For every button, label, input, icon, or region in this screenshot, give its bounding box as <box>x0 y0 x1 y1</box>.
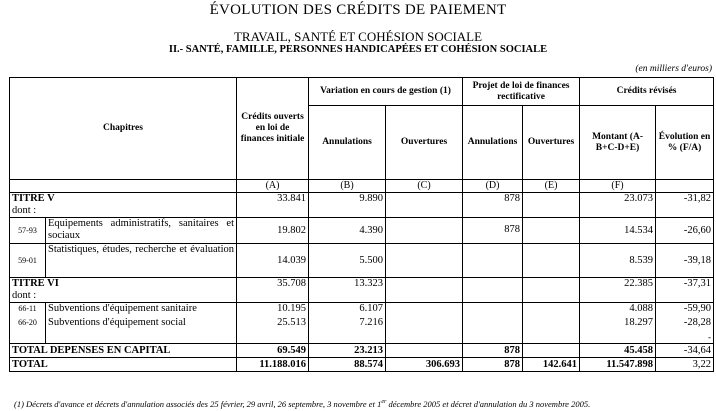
table-row <box>10 205 714 218</box>
cell-a: 25.513 <box>237 317 309 331</box>
cell-f: 11.547.898 <box>580 357 656 371</box>
cell-c <box>386 193 463 206</box>
cell-b: 13.323 <box>309 278 386 291</box>
letter-g <box>656 180 714 193</box>
col-annulations: Annulations <box>309 106 386 180</box>
footnote <box>14 399 590 409</box>
cell-d: 878 <box>463 343 523 357</box>
chapter-code: 59-01 <box>10 244 46 278</box>
table-row <box>10 290 714 303</box>
letter-empty <box>10 180 237 193</box>
row-label: TITRE V <box>10 193 237 206</box>
col-credits-ouverts: Crédits ouverts en loi de finances initiale <box>237 78 309 180</box>
letter-c: (C) <box>386 180 463 193</box>
dont-label: dont : <box>10 205 237 218</box>
cell-f: 4.088 <box>580 303 656 317</box>
cell-c <box>386 343 463 357</box>
cell-a: 14.039 <box>237 244 309 278</box>
cell-a: 33.841 <box>237 193 309 206</box>
cell-b: 4.390 <box>309 218 386 244</box>
table-row <box>10 357 714 371</box>
cell-f: 23.073 <box>580 193 656 206</box>
col-ouvertures-plfr: Ouvertures <box>523 106 580 180</box>
letter-f: (F) <box>580 180 656 193</box>
letter-b: (B) <box>309 180 386 193</box>
cell-b: 5.500 <box>309 244 386 278</box>
cell-a: 10.195 <box>237 303 309 317</box>
cell-g: -28,28 <box>656 317 714 331</box>
page-title: ÉVOLUTION DES CRÉDITS DE PAIEMENT <box>209 2 507 18</box>
cell-a: 69.549 <box>237 343 309 357</box>
footnote-text: (1) Décrets d'avance et décrets d'annulation associés des 25 février, 29 avril, 26 septembre, 3 novembre et 1 <box>14 399 382 409</box>
row-label: Equipements administratifs, sanitaires et sociaux <box>46 218 237 244</box>
col-montant: Montant (A-B+C-D+E) <box>580 106 656 180</box>
cell-g: -59,90 <box>656 303 714 317</box>
table-row <box>10 303 714 317</box>
cell-g: -39,18 <box>656 244 714 278</box>
row-label: Subventions d'équipement sanitaire <box>46 303 237 317</box>
table-row <box>10 317 714 331</box>
col-chapitres: Chapitres <box>10 78 237 180</box>
col-credits-revises: Crédits révisés <box>580 78 714 106</box>
cell-b: 7.216 <box>309 317 386 331</box>
cell-e <box>523 193 580 206</box>
row-label: TOTAL DEPENSES EN CAPITAL <box>10 343 237 357</box>
row-label: Statistiques, études, recherche et évaluation <box>46 244 237 278</box>
col-annulations-plfr: Annulations <box>463 106 523 180</box>
cell-a: 19.802 <box>237 218 309 244</box>
table-row <box>10 244 714 278</box>
row-label: TITRE VI <box>10 278 237 291</box>
cell-g: -26,60 <box>656 218 714 244</box>
letter-d: (D) <box>463 180 523 193</box>
table-row <box>10 331 714 344</box>
cell-b: 23.213 <box>309 343 386 357</box>
cell-e: 142.641 <box>523 357 580 371</box>
cell-f: 22.385 <box>580 278 656 291</box>
cell-g: 3,22 <box>656 357 714 371</box>
cell-b: 88.574 <box>309 357 386 371</box>
row-label: Subventions d'équipement social <box>46 317 237 331</box>
cell-g: -34,64 <box>656 343 714 357</box>
footnote-text-end: décembre 2005 et décret d'annulation du 3 novembre 2005. <box>386 399 591 409</box>
table-row <box>10 193 714 206</box>
col-variation: Variation en cours de gestion (1) <box>309 78 463 106</box>
cell-b: 6.107 <box>309 303 386 317</box>
col-ouvertures: Ouvertures <box>386 106 463 180</box>
cell-a: 35.708 <box>237 278 309 291</box>
cell-a: 11.188.016 <box>237 357 309 371</box>
cell-f: 8.539 <box>580 244 656 278</box>
table-row <box>10 343 714 357</box>
col-evolution: Évolution en % (F/A) <box>656 106 714 180</box>
cell-d: 878 <box>463 218 523 244</box>
dash-mark: - <box>656 331 714 344</box>
letter-e: (E) <box>523 180 580 193</box>
cell-g: -37,31 <box>656 278 714 291</box>
row-label: TOTAL <box>10 357 237 371</box>
page-subtitle: TRAVAIL, SANTÉ ET COHÉSION SOCIALE <box>233 29 483 44</box>
cell-g: -31,82 <box>656 193 714 206</box>
letter-a: (A) <box>237 180 309 193</box>
table-row <box>10 218 714 244</box>
cell-d: 878 <box>463 193 523 206</box>
cell-f: 18.297 <box>580 317 656 331</box>
chapter-code: 57-93 <box>10 218 46 244</box>
chapter-code: 66-11 <box>10 303 46 317</box>
credits-table <box>9 77 714 372</box>
chapter-code: 66-20 <box>10 317 46 331</box>
table-row <box>10 278 714 291</box>
col-projet: Projet de loi de finances rectificative <box>463 78 580 106</box>
dont-label: dont : <box>10 290 237 303</box>
cell-b: 9.890 <box>309 193 386 206</box>
cell-e <box>523 343 580 357</box>
unit-note: (en milliers d'euros) <box>635 64 712 74</box>
cell-f: 14.534 <box>580 218 656 244</box>
cell-f: 45.458 <box>580 343 656 357</box>
cell-d: 878 <box>463 357 523 371</box>
cell-c: 306.693 <box>386 357 463 371</box>
section-title: II.- SANTÉ, FAMILLE, PERSONNES HANDICAPÉES ET COHÉSION SOCIALE <box>168 44 548 55</box>
footnote-sup: er <box>381 399 387 406</box>
